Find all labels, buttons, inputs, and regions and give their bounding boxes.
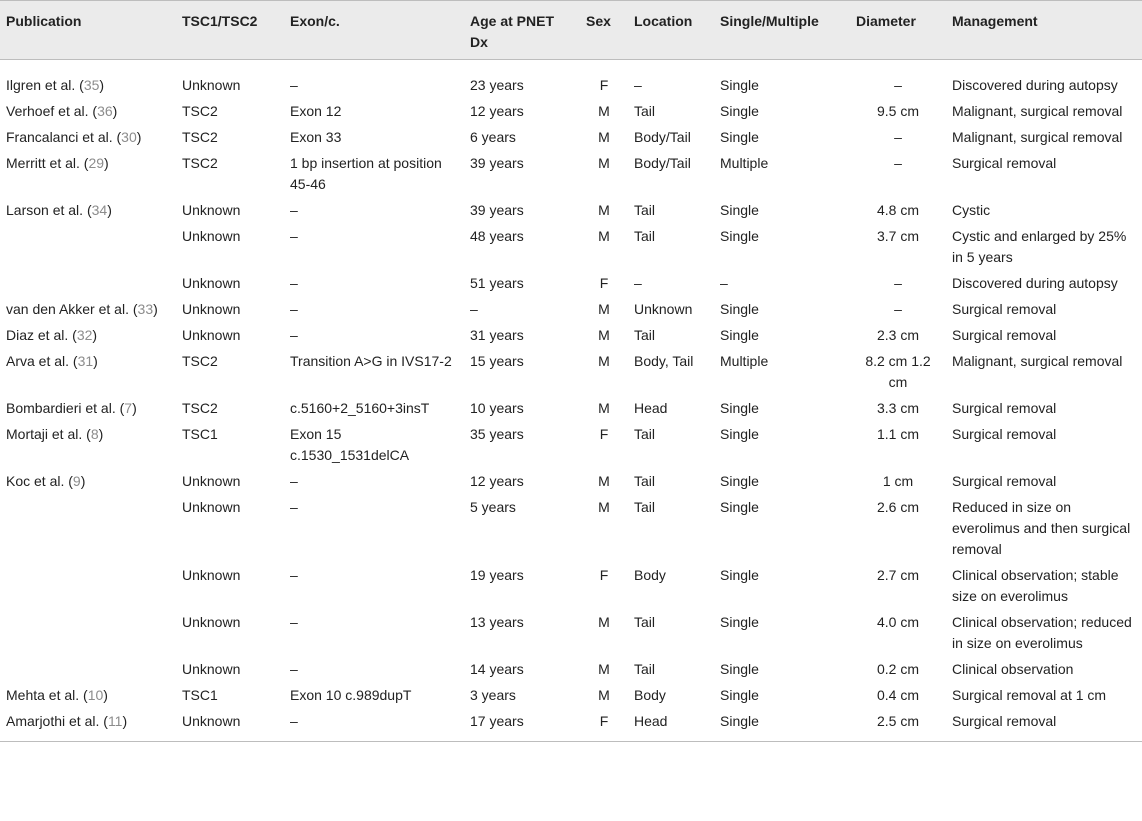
header-sex: Sex [580,1,628,60]
diameter-cell: – [894,275,902,291]
sex-cell: M [598,661,610,677]
publication-cell [0,683,176,709]
sex-cell: M [598,499,610,515]
sex-cell: M [598,400,610,416]
exon-cell: – [290,275,298,291]
single-multiple-cell: – [720,275,728,291]
publication-cell [0,224,176,271]
exon-cell: Transition A>G in IVS17-2 [290,353,452,369]
reference-close-paren: ) [122,713,128,729]
sex-cell: F [580,709,628,742]
publication-author: Koc et al. ( [6,473,73,489]
table-row [0,683,1142,709]
reference-link[interactable]: 34 [91,202,108,218]
publication-author: Merritt et al. ( [6,155,89,171]
management-cell: Clinical observation; reduced in size on everolimus [952,614,1132,651]
single-multiple-cell: Single [720,426,759,442]
publication-cell [0,349,176,396]
location-cell: – [634,275,642,291]
reference-link[interactable]: 11 [107,713,123,729]
table-row [0,396,1142,422]
management-cell: Surgical removal [952,473,1057,489]
single-multiple-cell: Single [720,228,759,244]
exon-cell: 1 bp insertion at position 45-46 [290,155,442,192]
reference-close-paren: ) [80,473,86,489]
exon-cell: Exon 10 c.989dupT [290,687,412,703]
management-cell: Cystic and enlarged by 25% in 5 years [952,228,1127,265]
publication-author: Ilgren et al. ( [6,77,84,93]
management-cell: Surgical removal at 1 cm [952,687,1107,703]
reference-close-paren: ) [153,301,158,317]
diameter-cell: – [894,155,902,171]
single-multiple-cell: Single [720,400,759,416]
age-cell: 10 years [470,400,524,416]
reference-link[interactable]: 7 [124,400,133,416]
publication-cell [0,99,176,125]
management-cell: Surgical removal [952,426,1057,442]
exon-cell: Exon 33 [290,129,342,145]
exon-cell: – [290,661,298,677]
exon-cell: Exon 15 c.1530_1531delCA [290,426,410,463]
management-cell: Reduced in size on everolimus and then surgical removal [952,499,1131,557]
table-row [0,349,1142,396]
age-cell: – [470,301,478,317]
location-cell: Head [628,709,714,742]
publication-author: Diaz et al. ( [6,327,77,343]
publication-author: Amarjothi et al. ( [6,713,108,729]
diameter-cell: 1.1 cm [876,426,919,442]
single-multiple-cell: Single [720,327,759,343]
location-cell: Tail [634,327,656,343]
publication-author: Mortaji et al. ( [6,426,91,442]
tsc-cell: TSC1 [182,687,218,703]
age-cell: 12 years [470,473,524,489]
publication-cell [0,323,176,349]
exon-cell: – [290,499,298,515]
exon-cell: – [290,301,298,317]
location-cell: Body, Tail [634,353,694,369]
diameter-cell: – [894,77,902,93]
exon-cell: c.5160+2_5160+3insT [290,400,430,416]
sex-cell: M [598,353,610,369]
age-cell: 35 years [470,426,524,442]
table-row [0,422,1142,469]
table-row [0,563,1142,610]
publication-cell [0,198,176,224]
management-cell: Surgical removal [946,709,1142,742]
table-row [0,709,1142,742]
tsc-cell: Unknown [182,567,241,583]
diameter-cell: 4.0 cm [876,614,919,630]
age-cell: 6 years [470,129,516,145]
age-cell: 13 years [470,614,524,630]
single-multiple-cell: Multiple [720,353,769,369]
single-multiple-cell: Single [720,614,759,630]
sex-cell: M [598,327,610,343]
location-cell: Tail [634,614,656,630]
age-cell: 14 years [470,661,524,677]
table-row [0,495,1142,563]
reference-link[interactable]: 9 [72,473,81,489]
reference-link[interactable]: 33 [137,301,154,317]
table-row [0,610,1142,657]
table-row [0,469,1142,495]
reference-close-paren: ) [98,426,104,442]
location-cell: Head [634,400,668,416]
tsc-cell: TSC1 [182,426,218,442]
age-cell: 31 years [470,327,524,343]
location-cell: Body/Tail [634,155,691,171]
header-diameter: Diameter [850,1,946,60]
management-cell: Surgical removal [952,327,1057,343]
diameter-cell: 2.3 cm [876,327,919,343]
reference-close-paren: ) [107,202,112,218]
tsc-cell: Unknown [182,275,241,291]
publication-author: Verhoef et al. ( [6,103,98,119]
exon-cell: – [284,709,464,742]
publication-cell [0,657,176,683]
table-row [0,151,1142,198]
age-cell: 17 years [464,709,580,742]
reference-link[interactable]: 36 [97,103,113,119]
management-cell: Surgical removal [952,400,1057,416]
age-cell: 23 years [470,77,524,93]
management-cell: Malignant, surgical removal [952,103,1123,119]
exon-cell: – [290,327,298,343]
publication-cell [0,495,176,563]
tsc-cell: TSC2 [182,129,218,145]
sex-cell: M [598,202,610,218]
single-multiple-cell: Multiple [720,155,769,171]
diameter-cell: 0.2 cm [876,661,919,677]
exon-cell: Exon 12 [290,103,342,119]
sex-cell: M [598,473,610,489]
age-cell: 15 years [470,353,524,369]
publication-cell [0,297,176,323]
publication-author: Francalanci et al. ( [6,129,122,145]
location-cell: Unknown [634,301,693,317]
tsc-cell: Unknown [182,499,241,515]
table-row [0,224,1142,271]
publication-author: Mehta et al. ( [6,687,88,703]
reference-link[interactable]: 35 [83,77,100,93]
exon-cell: – [290,77,298,93]
reference-link[interactable]: 32 [76,327,93,343]
header-age: Age at PNET Dx [464,1,580,60]
diameter-cell: 1 cm [882,473,914,489]
table-row [0,198,1142,224]
management-cell: Malignant, surgical removal [952,129,1123,145]
publication-cell [0,610,176,657]
tsc-cell: Unknown [182,473,241,489]
management-cell: Discovered during autopsy [952,77,1118,93]
diameter-cell: 8.2 cm 1.2 cm [865,353,931,390]
diameter-cell: 2.5 cm [850,709,946,742]
publication-cell [0,709,176,742]
diameter-cell: 0.4 cm [876,687,919,703]
tsc-cell: TSC2 [182,155,218,171]
publication-author: Bombardieri et al. ( [6,400,125,416]
publication-cell [0,469,176,495]
header-row [0,1,1142,60]
age-cell: 19 years [470,567,524,583]
location-cell: Body [634,567,666,583]
reference-close-paren: ) [104,155,109,171]
age-cell: 3 years [470,687,516,703]
table-row [0,60,1142,100]
exon-cell: – [290,614,298,630]
diameter-cell: 3.7 cm [876,228,919,244]
header-publication: Publication [0,1,176,60]
single-multiple-cell: Single [720,103,759,119]
age-cell: 12 years [470,103,524,119]
tsc-cell: TSC2 [182,103,218,119]
single-multiple-cell: Single [720,77,759,93]
table-row [0,271,1142,297]
sex-cell: M [598,228,610,244]
table-row [0,99,1142,125]
single-multiple-cell: Single [720,473,759,489]
single-multiple-cell: Single [720,499,759,515]
management-cell: Malignant, surgical removal [952,353,1123,369]
reference-close-paren: ) [132,400,137,416]
management-cell: Clinical observation [952,661,1074,677]
sex-cell: F [599,77,609,93]
sex-cell: F [599,567,609,583]
exon-cell: – [290,228,298,244]
publication-cell [0,271,176,297]
exon-cell: – [290,567,298,583]
header-management: Management [946,1,1142,60]
age-cell: 48 years [470,228,524,244]
diameter-cell: – [894,129,902,145]
tsc-cell: Unknown [182,301,241,317]
table-row [0,323,1142,349]
single-multiple-cell: Single [720,301,759,317]
location-cell: Tail [634,473,656,489]
location-cell: Body [634,687,666,703]
single-multiple-cell: Single [720,661,759,677]
tsc-cell: Unknown [182,614,241,630]
publication-cell [0,563,176,610]
table-row [0,297,1142,323]
publication-author: Arva et al. ( [6,353,78,369]
reference-close-paren: ) [112,103,118,119]
sex-cell: F [599,426,609,442]
reference-close-paren: ) [92,327,98,343]
publication-author: Larson et al. ( [6,202,92,218]
age-cell: 39 years [470,202,524,218]
tsc-cell: Unknown [176,709,284,742]
reference-close-paren: ) [93,353,98,369]
sex-cell: F [599,275,609,291]
tsc-cell: Unknown [182,77,241,93]
single-multiple-cell: Single [720,129,759,145]
management-cell: Clinical observation; stable size on everolimus [952,567,1119,604]
exon-cell: – [290,473,298,489]
diameter-cell: 4.8 cm [876,202,919,218]
location-cell: Tail [634,426,656,442]
header-tsc: TSC1/TSC2 [176,1,284,60]
location-cell: Tail [634,661,656,677]
reference-link[interactable]: 31 [77,353,94,369]
reference-link[interactable]: 8 [90,426,99,442]
diameter-cell: 2.7 cm [876,567,919,583]
sex-cell: M [598,301,610,317]
location-cell: Tail [634,202,656,218]
table-row [0,657,1142,683]
management-cell: Discovered during autopsy [952,275,1118,291]
tsc-cell: Unknown [182,228,241,244]
tsc-cell: Unknown [182,202,241,218]
sex-cell: M [598,614,610,630]
location-cell: Tail [634,103,656,119]
management-cell: Surgical removal [952,155,1057,171]
diameter-cell: 2.6 cm [876,499,919,515]
header-single-multiple: Single/Multiple [714,1,850,60]
location-cell: Body/Tail [634,129,691,145]
publication-author: van den Akker et al. ( [6,301,138,317]
publication-cell [0,396,176,422]
age-cell: 39 years [470,155,524,171]
reference-link[interactable]: 10 [87,687,104,703]
sex-cell: M [598,129,610,145]
sex-cell: M [598,687,610,703]
sex-cell: M [598,155,610,171]
location-cell: Tail [634,228,656,244]
management-cell: Cystic [952,202,991,218]
table-row [0,125,1142,151]
single-multiple-cell: Single [720,202,759,218]
age-cell: 51 years [470,275,524,291]
reference-close-paren: ) [103,687,108,703]
reference-close-paren: ) [136,129,142,145]
age-cell: 5 years [470,499,516,515]
tsc-cell: Unknown [182,661,241,677]
publication-cell [0,422,176,469]
single-multiple-cell: Single [720,687,759,703]
location-cell: – [634,77,642,93]
diameter-cell: – [894,301,902,317]
header-location: Location [628,1,714,60]
publication-cell [0,60,176,100]
publication-cell [0,125,176,151]
reference-link[interactable]: 30 [121,129,137,145]
exon-cell: – [290,202,298,218]
diameter-cell: 9.5 cm [876,103,919,119]
diameter-cell: 3.3 cm [876,400,919,416]
publication-cell [0,151,176,198]
management-cell: Surgical removal [952,301,1057,317]
tsc-cell: TSC2 [182,353,218,369]
location-cell: Tail [634,499,656,515]
tsc-cell: Unknown [182,327,241,343]
tsc-cell: TSC2 [182,400,218,416]
single-multiple-cell: Single [720,567,759,583]
reference-link[interactable]: 29 [88,155,105,171]
single-multiple-cell: Single [714,709,850,742]
sex-cell: M [598,103,610,119]
table-body [0,60,1142,742]
header-exon: Exon/c. [284,1,464,60]
reference-close-paren: ) [99,77,105,93]
